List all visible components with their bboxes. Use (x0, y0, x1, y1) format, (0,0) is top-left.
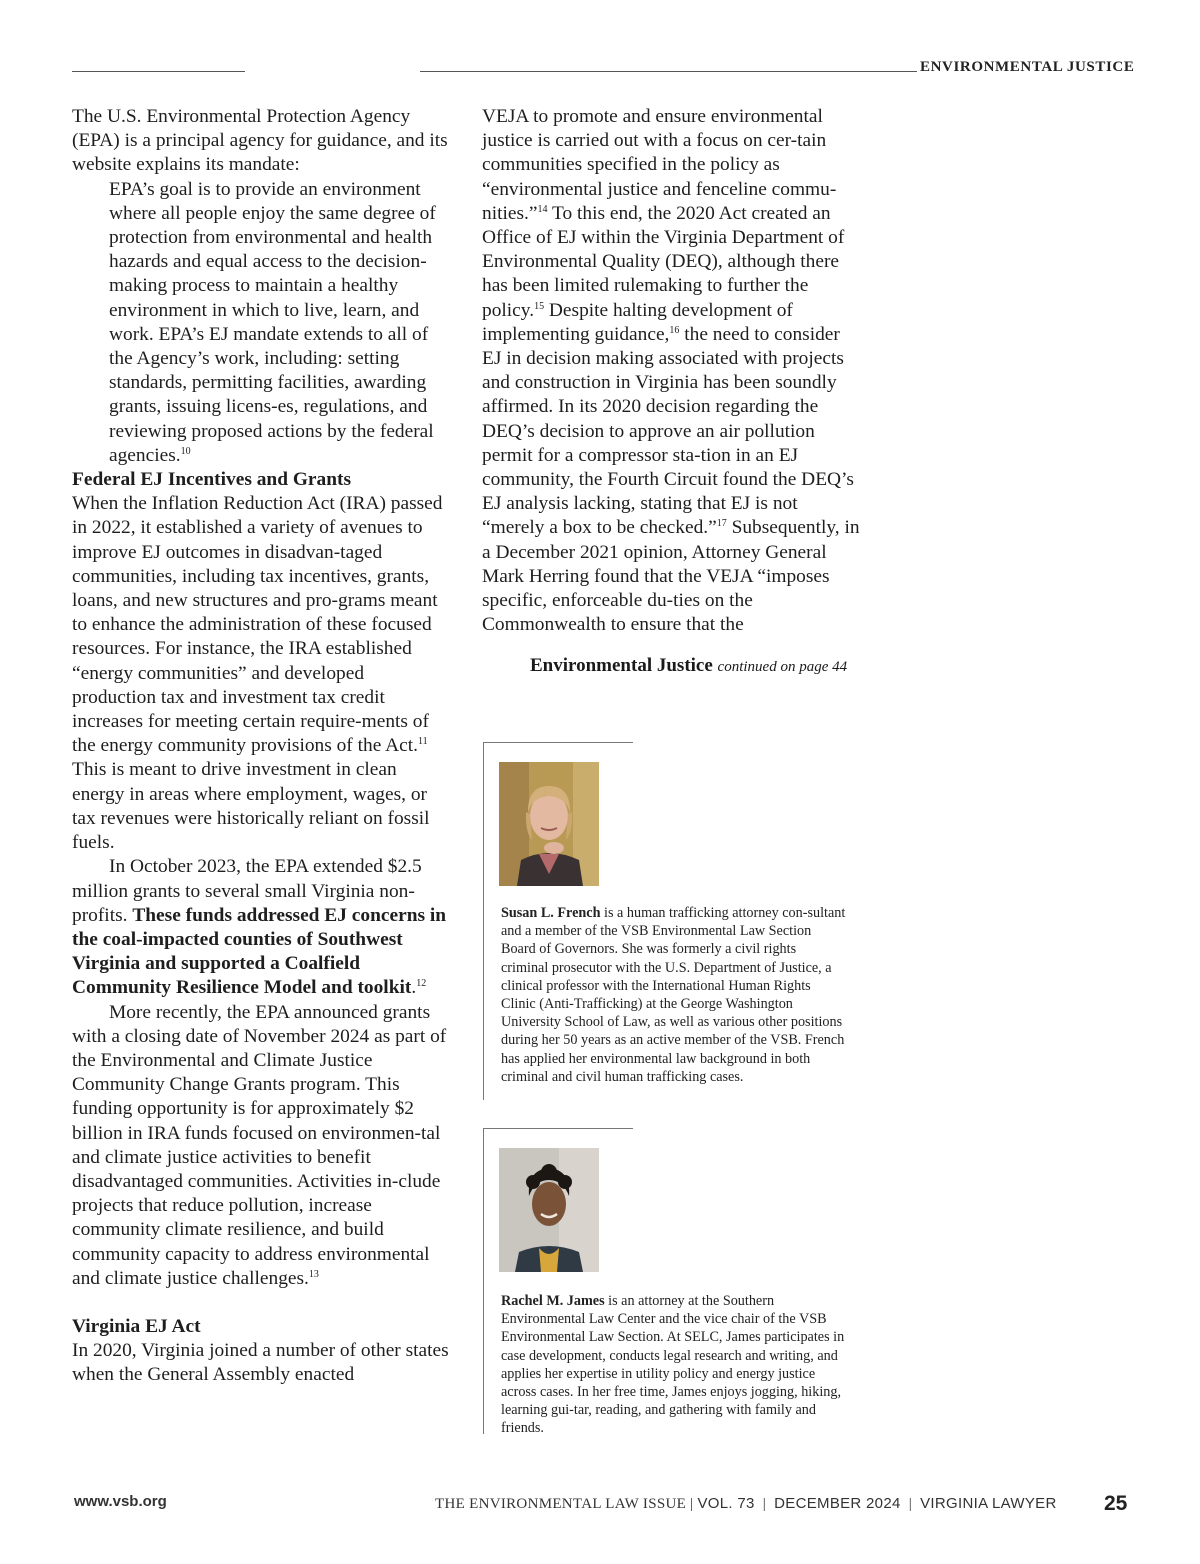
footer-magazine: VIRGINIA LAWYER (920, 1495, 1057, 1512)
author-bio-french (483, 742, 863, 1102)
footer-issue: THE ENVIRONMENTAL LAW ISSUE (435, 1496, 687, 1512)
veja-paragraph (482, 105, 860, 637)
footer-publication-line: THE ENVIRONMENTAL LAW ISSUE | VOL. 73 | DECEMBER 2024 | VIRGINIA LAWYER (435, 1495, 1057, 1512)
middle-column (482, 105, 860, 637)
veja-part-2: To this end, the 2020 Act created an Office of EJ within the Virginia Department of Environmental Quality (DEQ), although there has been limited rulemaking to further the policy. (482, 202, 845, 321)
bio-description-french: is a human trafficking attorney con-sultant and a member of the VSB Environmental Law Section Board of Governors. She was formerly a civil rights criminal prosecutor with the U.S. Department of Justice, a clinical professor with the International Human Rights Clinic (Anti-Trafficking) at the George Washington University School of Law, as well as various other positions during her 50 years as an active member of the VSB. French has applied her environmental law background in both criminal and civil human trafficking cases. (501, 905, 846, 1085)
federal-paragraph-3 (72, 1001, 450, 1291)
header-rule-gap (245, 70, 420, 72)
author-photo-french (499, 762, 599, 886)
veja-part-5: Subsequently, in a December 2021 opinion, Attorney General Mark Herring found that the VEJA “imposes specific, enforceable du-ties on the Commonwealth to ensure that the (482, 517, 860, 636)
footnote-ref-17: 17 (716, 518, 727, 530)
virginia-paragraph-1: In 2020, Virginia joined a number of other states when the General Assembly enacted (72, 1340, 449, 1386)
bio-frame-top (483, 1128, 633, 1129)
header-rule (72, 71, 917, 72)
footnote-ref-12: 12 (416, 978, 427, 990)
footnote-ref-10: 10 (180, 445, 191, 457)
author-bio-james (483, 1128, 863, 1438)
intro-paragraph: The U.S. Environmental Protection Agency (EPA) is a principal agency for guidance, and its website explains its mandate: (72, 106, 448, 176)
section-heading-federal: Federal EJ Incentives and Grants (72, 469, 352, 491)
federal-paragraph-2-start: In October 2023, the EPA extended $2.5 million grants to several small Virginia non-profits. (72, 856, 422, 926)
bio-text-james (501, 1292, 846, 1438)
continued-title: Environmental Justice (530, 655, 713, 676)
federal-paragraph-1-tail: This is meant to drive investment in clean energy in areas where employment, wages, or tax revenues were historically reliant on fossil fuels. (72, 759, 430, 854)
author-photo-james (499, 1148, 599, 1272)
veja-part-4: the need to consider EJ in decision making associated with projects and construction in Virginia has been soundly affirmed. In its 2020 decision regarding the DEQ’s decision to approve an air pollution permit for a compressor sta-tion in an EJ community, the Fourth Circuit found the DEQ’s EJ analysis lacking, stating that EJ is not “merely a box to be checked.” (482, 323, 854, 539)
section-label: ENVIRONMENTAL JUSTICE (920, 59, 1135, 75)
footer-website: www.vsb.org (74, 1493, 167, 1510)
footnote-ref-13: 13 (308, 1268, 319, 1280)
federal-paragraph-2-highlight: These funds addressed EJ concerns in the coal-impacted counties of Southwest Virginia and supported a Coalfield Community Resilience Model and toolkit (72, 904, 447, 999)
portrait-french-illustration (499, 762, 599, 886)
footer-date: DECEMBER 2024 (774, 1495, 901, 1512)
footnote-ref-15: 15 (534, 300, 545, 312)
section-heading-virginia: Virginia EJ Act (72, 1315, 201, 1337)
federal-paragraph-1 (72, 492, 450, 855)
epa-quote (72, 178, 450, 468)
quote-text: EPA’s goal is to provide an environment where all people enjoy the same degree of protection from environmental and health hazards and equal access to the decision-making process to maintain a healthy environment in which to live, learn, and work. EPA’s EJ mandate extends to all of the Agency’s work, including: setting standards, permitting facilities, awarding grants, issuing licens-es, regulations, and reviewing proposed actions by the federal agencies. (109, 178, 436, 466)
continued-note: continued on page 44 (717, 659, 848, 675)
footnote-ref-14: 14 (537, 203, 548, 215)
bio-frame-top (483, 742, 633, 743)
continued-line (530, 655, 847, 677)
federal-paragraph-2 (72, 855, 450, 1000)
bio-frame-left (483, 1128, 484, 1434)
page-number: 25 (1104, 1492, 1128, 1515)
veja-part-1: VEJA to promote and ensure environmental justice is carried out with a focus on cer-tain communities specified in the policy as “environmental justice and fenceline commu-nities.” (482, 106, 837, 224)
bio-description-james: is an attorney at the Southern Environmental Law Center and the vice chair of the VSB Environmental Law Section. At SELC, James participates in case development, conducts legal research and writing, and applies her expertise in utility policy and energy justice across cases. In her free time, James enjoys jogging, hiking, learning gui-tar, reading, and gathering with family and friends. (501, 1293, 845, 1437)
federal-paragraph-1-text: When the Inflation Reduction Act (IRA) passed in 2022, it established a variety of avenues to improve EJ outcomes in disadvan-taged communities, including tax incentives, grants, loans, and new structures and pro-grams meant to enhance the administration of these focused resources. For instance, the IRA established “energy communities” and developed production tax and investment tax credit increases for meeting certain require-ments of the energy community provisions of the Act. (72, 493, 443, 757)
veja-part-3: Despite halting development of implementing guidance, (482, 299, 793, 345)
portrait-james-illustration (499, 1148, 599, 1272)
bio-name-james: Rachel M. James (501, 1293, 605, 1309)
bio-name-french: Susan L. French (501, 905, 601, 921)
footnote-ref-11: 11 (417, 736, 428, 748)
bio-text-french (501, 904, 846, 1086)
federal-paragraph-2-end: . (411, 977, 417, 999)
left-column (72, 105, 450, 1388)
federal-paragraph-3-text: More recently, the EPA announced grants with a closing date of November 2024 as part of the Environmental and Climate Justice Community Change Grants program. This funding opportunity is for approximately $2 billion in IRA funds focused on environmen-tal and climate justice activities to benefit disadvantaged communities. Activities in-clude projects that reduce pollution, increase community climate resilience, and build community capacity to address environmental and climate justice challenges. (72, 1001, 447, 1289)
footer-volume: VOL. 73 (697, 1495, 755, 1512)
bio-frame-left (483, 742, 484, 1100)
footnote-ref-16: 16 (669, 324, 680, 336)
